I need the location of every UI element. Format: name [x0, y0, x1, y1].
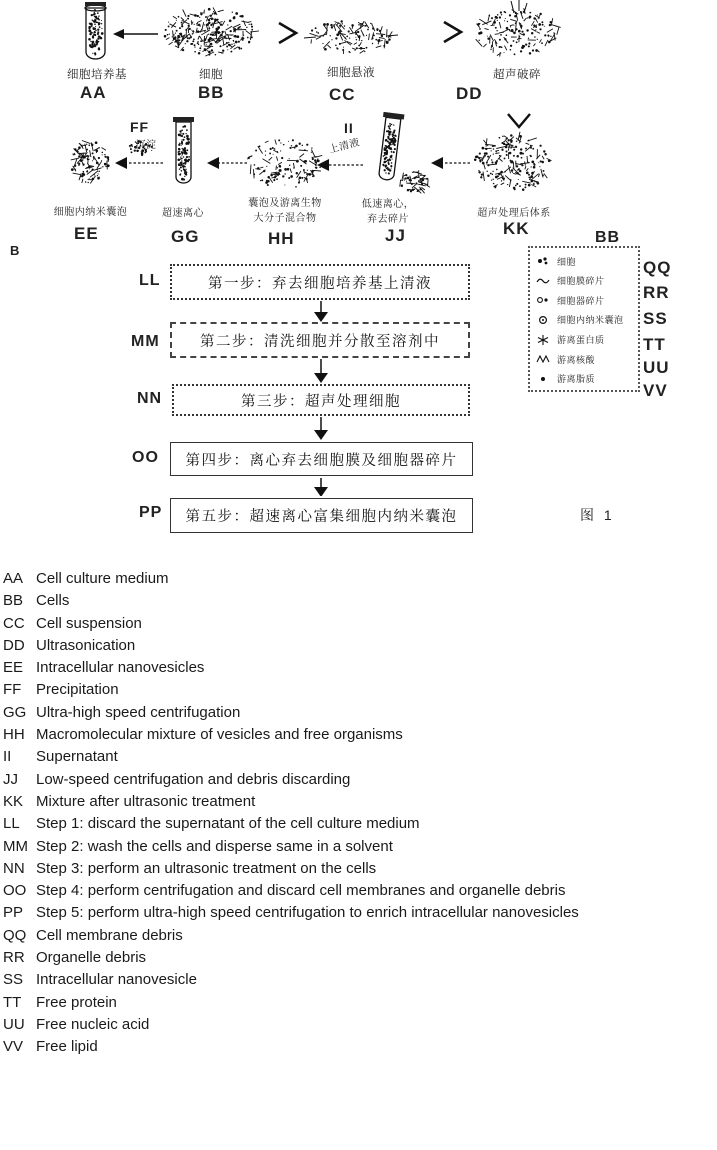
label-RR: RR — [643, 283, 670, 302]
caption-cell-suspension: 细胞悬液 — [327, 67, 375, 79]
legend-text: Mixture after ultrasonic treatment — [36, 792, 256, 810]
legend-text: Cell membrane debris — [36, 926, 183, 944]
nanovesicles-illustration — [71, 141, 110, 184]
arrow-mixture-to-low-speed — [431, 157, 470, 169]
legend-text: Intracellular nanovesicles — [36, 659, 205, 677]
discarded-debris-illustration — [400, 170, 430, 193]
arrow-supernatant — [317, 159, 363, 171]
label-KK: KK — [503, 219, 530, 238]
cells-illustration — [164, 7, 259, 56]
legend-entry — [3, 637, 715, 659]
legend-text: Free nucleic acid — [36, 1015, 150, 1033]
key-row — [536, 272, 634, 290]
cells-icon — [536, 255, 550, 267]
legend-text: Cells — [36, 592, 70, 610]
key-label: 细胞内纳米囊泡 — [557, 315, 624, 326]
centrifuge-tube-icon — [173, 117, 194, 183]
chevron-right-icon — [279, 23, 296, 43]
legend-entry — [3, 793, 715, 815]
free-nucleic-acid-icon — [536, 353, 550, 365]
caption-intracellular-nanovesicles: 细胞内纳米囊泡 — [53, 207, 128, 218]
label-MM: MM — [131, 333, 160, 350]
flowchart-step-3 — [172, 384, 470, 416]
legend-key: MM — [3, 837, 28, 855]
flowchart-step-2 — [170, 322, 470, 358]
suspension-dash — [304, 37, 316, 38]
legend-text: Step 1: discard the supernatant of the cell culture medium — [36, 815, 420, 833]
figure-caption: 图 1 — [580, 507, 615, 523]
legend-text: Cell suspension — [36, 614, 142, 632]
legend-key: PP — [3, 904, 24, 922]
chevron-down-icon — [508, 114, 530, 127]
legend-entry — [3, 815, 715, 837]
label-NN: NN — [137, 390, 163, 407]
legend-text: Cell culture medium — [36, 570, 169, 587]
flowchart-step-4 — [170, 442, 473, 476]
label-EE: EE — [74, 224, 99, 243]
legend-key: OO — [3, 882, 27, 900]
legend-entry — [3, 681, 715, 703]
legend-key: VV — [3, 1038, 24, 1056]
caption-low-speed-line2: 弃去碎片 — [367, 214, 409, 225]
suspension-dash — [386, 35, 398, 36]
vesicle-mixture-illustration — [247, 139, 322, 187]
legend-entry — [3, 904, 715, 926]
legend-key: SS — [3, 971, 24, 989]
legend-text: Macromolecular mixture of vesicles and free organisms — [36, 726, 403, 744]
key-label: 细胞器碎片 — [557, 295, 605, 306]
arrow-mixture-to-centrifugation — [207, 157, 247, 169]
flowchart-arrow-3 — [314, 417, 328, 440]
legend-entry — [3, 860, 715, 882]
legend-key: GG — [3, 703, 27, 721]
nanovesicle-icon — [536, 314, 550, 326]
arrow-centrifugation-to-nanovesicles — [115, 157, 163, 169]
legend-entry — [3, 771, 715, 793]
flowchart-step-5 — [170, 498, 473, 533]
key-row — [536, 311, 634, 329]
flowchart-arrow-2 — [314, 359, 328, 383]
caption-ultrasonic-mixture: 超声处理后体系 — [477, 208, 551, 219]
legend-entry — [3, 570, 715, 592]
chevron-right-icon — [444, 22, 461, 42]
legend-entry — [3, 659, 715, 681]
legend-entry — [3, 704, 715, 726]
legend-key: AA — [3, 570, 24, 587]
legend-key: HH — [3, 726, 25, 744]
caption-ultra-high-speed-centrifugation: 超速离心 — [162, 208, 204, 219]
label-QQ: QQ — [643, 258, 672, 277]
label-II: II — [344, 120, 354, 136]
legend-text: Intracellular nanovesicle — [36, 971, 197, 989]
flowchart-step-1 — [170, 264, 470, 300]
label-GG: GG — [171, 227, 200, 246]
cell-culture-tube-icon — [85, 2, 106, 59]
legend-entry — [3, 949, 715, 971]
legend-entry — [3, 1016, 715, 1038]
flowchart-step-4-text: 第四步：离心弃去细胞膜及细胞器碎片 — [185, 452, 458, 469]
legend-entry — [3, 615, 715, 637]
key-row — [536, 350, 634, 368]
legend-key: EE — [3, 659, 24, 677]
label-VV: VV — [643, 381, 668, 400]
cell-suspension-illustration — [310, 20, 393, 54]
legend-entry — [3, 882, 715, 904]
flowchart-step-5-text: 第五步：超速离心富集细胞内纳米囊泡 — [185, 509, 458, 525]
legend-key: LL — [3, 815, 20, 833]
label-DD: DD — [456, 84, 483, 103]
ultrasonic-mixture-illustration — [474, 132, 552, 191]
label-UU: UU — [643, 358, 670, 377]
caption-vesicle-mixture-line2: 大分子混合物 — [253, 213, 317, 224]
legend-key: II — [3, 748, 12, 766]
key-box — [528, 246, 640, 392]
key-label: 游离核酸 — [557, 354, 596, 365]
reference-legend — [3, 570, 715, 1061]
key-row — [536, 291, 634, 309]
legend-key: NN — [3, 859, 25, 877]
legend-text: Ultra-high speed centrifugation — [36, 703, 241, 721]
legend-text: Step 4: perform centrifugation and discard cell membranes and organelle debris — [36, 882, 566, 900]
legend-text: Free protein — [36, 993, 117, 1011]
legend-key: RR — [3, 949, 25, 967]
label-PP: PP — [139, 504, 163, 521]
flowchart-arrow-1 — [314, 301, 328, 322]
legend-entry — [3, 927, 715, 949]
label-LL: LL — [139, 272, 161, 289]
legend-key: QQ — [3, 926, 27, 944]
legend-key: JJ — [3, 770, 18, 788]
label-SS: SS — [643, 309, 668, 328]
flowchart-arrow-4 — [314, 477, 328, 497]
free-protein-icon — [536, 334, 550, 346]
caption-precipitation: 沉淀 — [135, 140, 157, 151]
flowchart-step-1-text: 第一步：弃去细胞培养基上清液 — [208, 275, 432, 292]
label-OO: OO — [132, 449, 159, 466]
label-FF: FF — [130, 119, 150, 135]
section-b-label: B — [10, 243, 20, 258]
organelle-debris-icon — [536, 294, 550, 306]
arrow-cells-to-medium — [113, 29, 158, 39]
membrane-debris-icon — [536, 275, 550, 287]
flowchart-step-3-text: 第三步：超声处理细胞 — [241, 393, 401, 410]
caption-cell-culture-medium: 细胞培养基 — [67, 69, 127, 81]
legend-entry — [3, 994, 715, 1016]
legend-key: FF — [3, 681, 22, 699]
legend-key: TT — [3, 993, 22, 1011]
label-BB: BB — [198, 83, 225, 102]
legend-key: UU — [3, 1015, 25, 1033]
ultrasonication-illustration — [476, 0, 561, 57]
legend-text: Free lipid — [36, 1038, 98, 1056]
free-lipid-icon — [536, 373, 550, 385]
key-label: 游离蛋白质 — [557, 335, 605, 346]
legend-text: Step 2: wash the cells and disperse same in a solvent — [36, 837, 393, 855]
legend-text: Supernatant — [36, 748, 118, 766]
legend-text: Step 5: perform ultra-high speed centrifugation to enrich intracellular nanovesicles — [36, 904, 579, 922]
label-TT: TT — [643, 335, 666, 354]
low-speed-tube-icon — [375, 112, 404, 181]
caption-ultrasonication: 超声破碎 — [493, 69, 541, 81]
key-label: 细胞膜碎片 — [557, 276, 605, 287]
legend-text: Organelle debris — [36, 949, 147, 967]
legend-text: Ultrasonication — [36, 636, 136, 654]
legend-entry — [3, 971, 715, 993]
caption-supernatant: 上清液 — [327, 137, 362, 156]
label-AA: AA — [80, 83, 107, 102]
key-row — [536, 252, 634, 270]
key-row — [536, 370, 634, 388]
key-row — [536, 331, 634, 349]
legend-entry — [3, 592, 715, 614]
legend-text: Step 3: perform an ultrasonic treatment on the cells — [36, 859, 377, 877]
caption-low-speed-line1: 低速离心， — [361, 199, 415, 210]
key-label: 细胞 — [557, 256, 577, 267]
legend-entry — [3, 1038, 715, 1060]
caption-vesicle-mixture-line1: 囊泡及游离生物 — [248, 198, 322, 209]
key-label: 游离脂质 — [557, 374, 596, 385]
key-box-title-letter: BB — [595, 229, 621, 246]
legend-key: CC — [3, 614, 25, 632]
legend-key: BB — [3, 592, 24, 610]
legend-entry — [3, 748, 715, 770]
legend-entry — [3, 726, 715, 748]
legend-key: KK — [3, 792, 24, 810]
legend-key: DD — [3, 636, 25, 654]
label-CC: CC — [329, 85, 356, 104]
legend-entry — [3, 838, 715, 860]
legend-text: Low-speed centrifugation and debris discarding — [36, 770, 351, 788]
caption-cells: 细胞 — [199, 69, 223, 81]
flowchart-step-2-text: 第二步：清洗细胞并分散至溶剂中 — [200, 333, 440, 350]
legend-text: Precipitation — [36, 681, 119, 699]
label-HH: HH — [268, 229, 295, 248]
label-JJ: JJ — [385, 226, 406, 245]
